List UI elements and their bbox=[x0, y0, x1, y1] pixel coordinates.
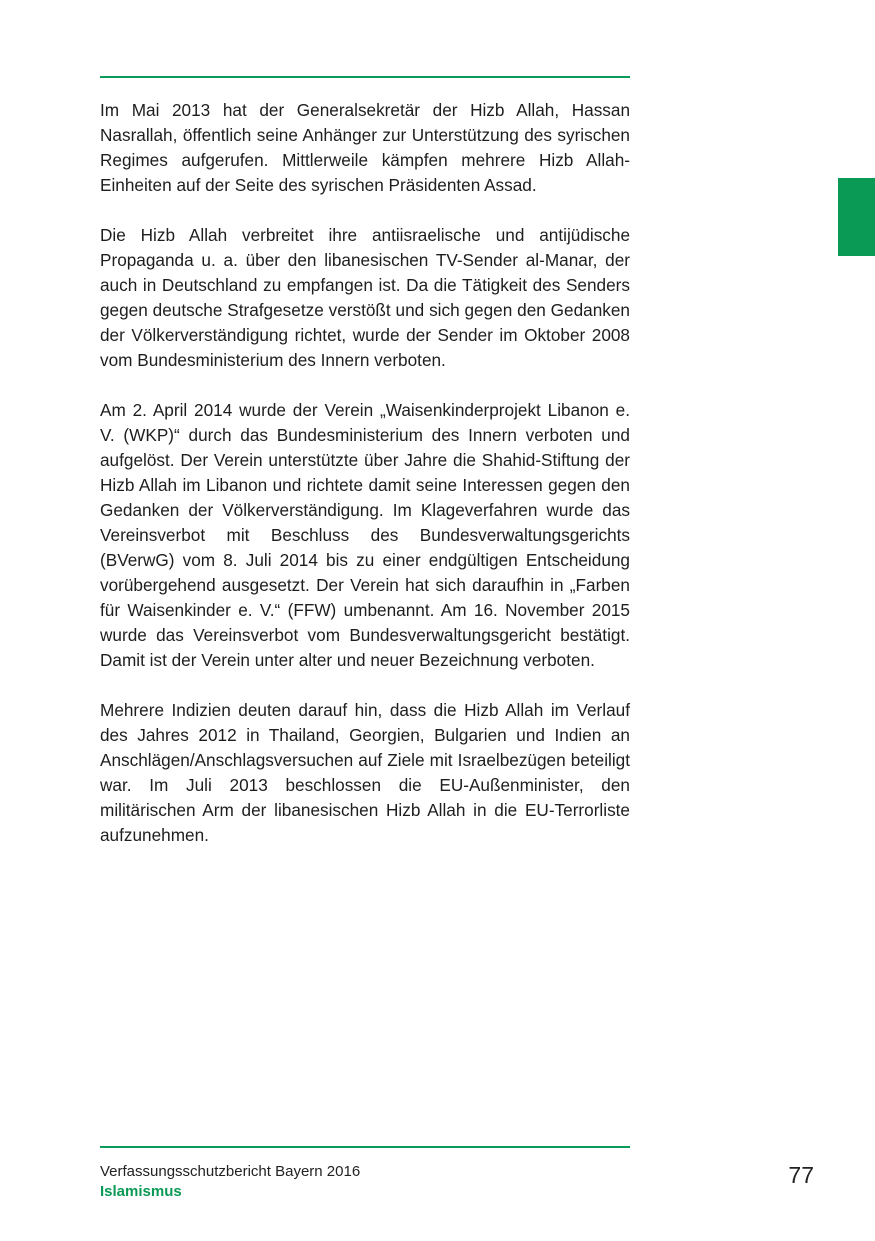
body-text bbox=[100, 98, 630, 873]
bottom-divider bbox=[100, 1146, 630, 1148]
paragraph: Mehrere Indizien deuten darauf hin, dass die Hizb Allah im Verlauf des Jahres 2012 in Thailand, Georgien, Bulgarien und Indien an Anschlägen/Anschlagsversuchen auf Ziele mit Israelbezügen beteiligt war. Im Juli 2013 beschlossen die EU-Außenminister, den militärischen Arm der libanesischen Hizb Allah in die EU-Terrorliste aufzunehmen. bbox=[100, 700, 630, 845]
paragraph: Am 2. April 2014 wurde der Verein „Waisenkinderprojekt Libanon e. V. (WKP)“ durch das Bundesministerium des Innern verboten und aufgelöst. Der Verein unterstützte über Jahre die Shahid-Stiftung der Hizb Allah im Libanon und richtete damit seine Interessen gegen den Gedanken der Völkerverständigung. Im Klageverfahren wurde das Vereinsverbot mit Beschluss des Bundesverwaltungsgerichts (BVerwG) vom 8. Juli 2014 bis zu einer endgültigen Entscheidung vorübergehend ausgesetzt. Der Verein hat sich daraufhin in „Farben für Waisenkinder e. V.“ (FFW) umbenannt. Am 16. November 2015 wurde das Vereinsverbot vom Bundesverwaltungsgericht bestätigt. Damit ist der Verein unter alter und neuer Bezeichnung verboten. bbox=[100, 400, 630, 670]
paragraph: Die Hizb Allah verbreitet ihre antiisraelische und antijüdische Propaganda u. a. über den libanesischen TV-Sender al-Manar, der auch in Deutschland zu empfangen ist. Da die Tätigkeit des Senders gegen deutsche Strafgesetze verstößt und sich gegen den Gedanken der Völkerverständigung richtet, wurde der Sender im Oktober 2008 vom Bundesministerium des Innern verboten. bbox=[100, 225, 630, 370]
footer-section-title: Islamismus bbox=[100, 1183, 182, 1200]
paragraph: Im Mai 2013 hat der Generalsekretär der Hizb Allah, Hassan Nasrallah, öffentlich seine Anhänger zur Unterstützung des syrischen Regimes aufgerufen. Mittlerweile kämpfen mehrere Hizb Allah-Einheiten auf der Seite des syrischen Präsidenten Assad. bbox=[100, 100, 630, 195]
footer-publication-title: Verfassungsschutzbericht Bayern 2016 bbox=[100, 1163, 361, 1180]
top-divider bbox=[100, 76, 630, 78]
page-number: 77 bbox=[788, 1162, 814, 1188]
chapter-tab-marker bbox=[838, 178, 875, 256]
